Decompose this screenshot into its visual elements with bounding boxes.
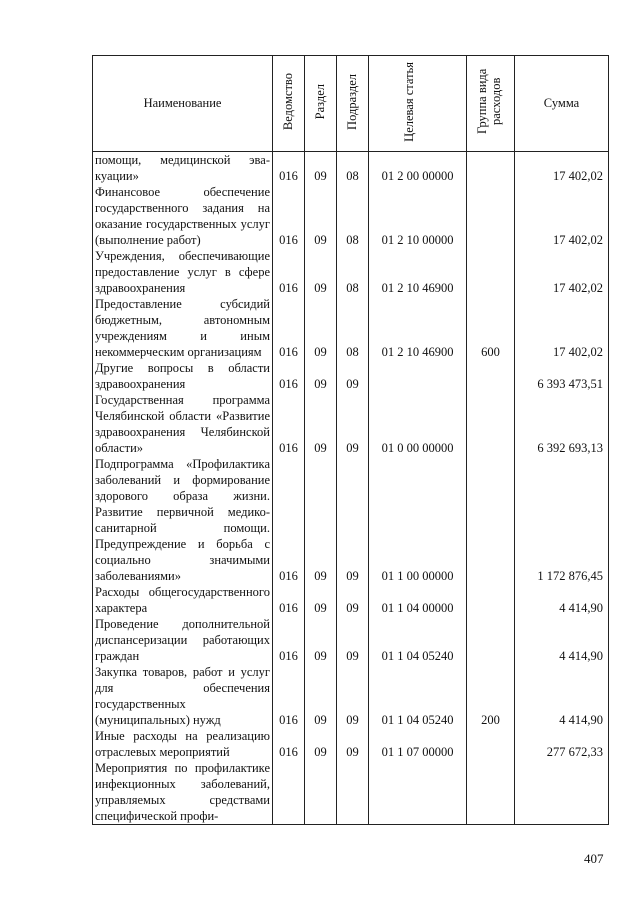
cell-name: Подпрограмма «Профилактика заболеваний и формирование здорового образа жизни. Развитие первичной медико-санитарной помощи. Предупреждение и борьба с социально значимыми заболеваниями» (93, 456, 273, 584)
cell-name: Мероприятия по профилактике инфекционных заболеваний, управляемых средствами специфической профи- (93, 760, 273, 825)
cell-target (369, 360, 467, 392)
cell-target (369, 760, 467, 825)
cell-group: 200 (467, 664, 515, 728)
cell-target: 01 2 10 46900 (369, 248, 467, 296)
cell-group (467, 456, 515, 584)
cell-name: Предоставление субсидий бюджетным, автономным учреждениям и иным некоммерческим организациям (93, 296, 273, 360)
cell-group (467, 248, 515, 296)
table-row (93, 184, 609, 248)
table-body (93, 152, 609, 825)
table-row (93, 152, 609, 185)
table-row (93, 728, 609, 760)
cell-target: 01 0 00 00000 (369, 392, 467, 456)
cell-subsection: 08 (337, 296, 369, 360)
cell-section: 09 (305, 248, 337, 296)
table-header-row (93, 56, 609, 152)
cell-target: 01 1 04 05240 (369, 664, 467, 728)
cell-target: 01 1 04 05240 (369, 616, 467, 664)
cell-group (467, 152, 515, 185)
cell-group (467, 184, 515, 248)
cell-dept: 016 (273, 392, 305, 456)
cell-section: 09 (305, 392, 337, 456)
cell-group (467, 616, 515, 664)
cell-sum: 4 414,90 (515, 584, 609, 616)
page-number: 407 (584, 851, 604, 866)
cell-dept: 016 (273, 584, 305, 616)
cell-section: 09 (305, 728, 337, 760)
cell-name: Учреждения, обеспечивающие предоставление услуг в сфере здравоохранения (93, 248, 273, 296)
cell-dept: 016 (273, 248, 305, 296)
cell-dept: 016 (273, 360, 305, 392)
cell-subsection (337, 760, 369, 825)
cell-sum: 17 402,02 (515, 184, 609, 248)
cell-target: 01 1 07 00000 (369, 728, 467, 760)
budget-table (92, 55, 609, 825)
header-name: Наименование (93, 56, 273, 152)
cell-dept: 016 (273, 296, 305, 360)
cell-subsection: 09 (337, 664, 369, 728)
budget-table-wrapper (92, 55, 608, 825)
table-row (93, 760, 609, 825)
cell-section: 09 (305, 584, 337, 616)
table-row (93, 296, 609, 360)
cell-section: 09 (305, 296, 337, 360)
cell-subsection: 08 (337, 248, 369, 296)
table-row (93, 664, 609, 728)
cell-target: 01 2 10 46900 (369, 296, 467, 360)
cell-group (467, 728, 515, 760)
cell-name: Финансовое обеспечение государственного задания на оказание государственных услуг (выполнение работ) (93, 184, 273, 248)
cell-target: 01 2 10 00000 (369, 184, 467, 248)
cell-sum: 4 414,90 (515, 664, 609, 728)
cell-section: 09 (305, 664, 337, 728)
cell-dept: 016 (273, 728, 305, 760)
cell-dept (273, 760, 305, 825)
cell-name: Закупка товаров, работ и услуг для обеспечения государственных (муниципальных) нужд (93, 664, 273, 728)
cell-sum: 277 672,33 (515, 728, 609, 760)
cell-section (305, 760, 337, 825)
cell-group (467, 360, 515, 392)
table-row (93, 456, 609, 584)
cell-name: Иные расходы на реализацию отраслевых мероприятий (93, 728, 273, 760)
cell-dept: 016 (273, 456, 305, 584)
cell-target: 01 1 00 00000 (369, 456, 467, 584)
cell-sum: 17 402,02 (515, 248, 609, 296)
header-group: Группа вида расходов (467, 56, 515, 152)
table-row (93, 360, 609, 392)
cell-sum: 4 414,90 (515, 616, 609, 664)
cell-sum: 17 402,02 (515, 152, 609, 185)
table-row (93, 248, 609, 296)
cell-dept: 016 (273, 664, 305, 728)
cell-target: 01 1 04 00000 (369, 584, 467, 616)
cell-group (467, 760, 515, 825)
cell-name: Другие вопросы в области здравоохранения (93, 360, 273, 392)
cell-group: 600 (467, 296, 515, 360)
cell-dept: 016 (273, 616, 305, 664)
cell-group (467, 584, 515, 616)
cell-section: 09 (305, 616, 337, 664)
header-target: Целевая статья (369, 56, 467, 152)
cell-section: 09 (305, 456, 337, 584)
cell-name: Проведение дополнительной диспансеризации работающих граждан (93, 616, 273, 664)
cell-dept: 016 (273, 184, 305, 248)
cell-section: 09 (305, 184, 337, 248)
header-subsection: Подраздел (337, 56, 369, 152)
cell-subsection: 08 (337, 152, 369, 185)
cell-sum: 6 392 693,13 (515, 392, 609, 456)
cell-name: Государственная программа Челябинской области «Развитие здравоохранения Челябинской области» (93, 392, 273, 456)
cell-sum (515, 760, 609, 825)
cell-subsection: 09 (337, 360, 369, 392)
cell-name: Расходы общегосударственного характера (93, 584, 273, 616)
header-dept: Ведомство (273, 56, 305, 152)
header-section: Раздел (305, 56, 337, 152)
cell-subsection: 09 (337, 616, 369, 664)
cell-sum: 1 172 876,45 (515, 456, 609, 584)
cell-sum: 6 393 473,51 (515, 360, 609, 392)
cell-section: 09 (305, 360, 337, 392)
cell-subsection: 09 (337, 456, 369, 584)
cell-subsection: 08 (337, 184, 369, 248)
cell-sum: 17 402,02 (515, 296, 609, 360)
cell-subsection: 09 (337, 728, 369, 760)
cell-target: 01 2 00 00000 (369, 152, 467, 185)
cell-subsection: 09 (337, 392, 369, 456)
cell-subsection: 09 (337, 584, 369, 616)
cell-dept: 016 (273, 152, 305, 185)
header-sum: Сумма (515, 56, 609, 152)
cell-name: помощи, медицинской эва-куации» (93, 152, 273, 185)
table-row (93, 392, 609, 456)
cell-group (467, 392, 515, 456)
cell-section: 09 (305, 152, 337, 185)
table-row (93, 616, 609, 664)
table-row (93, 584, 609, 616)
